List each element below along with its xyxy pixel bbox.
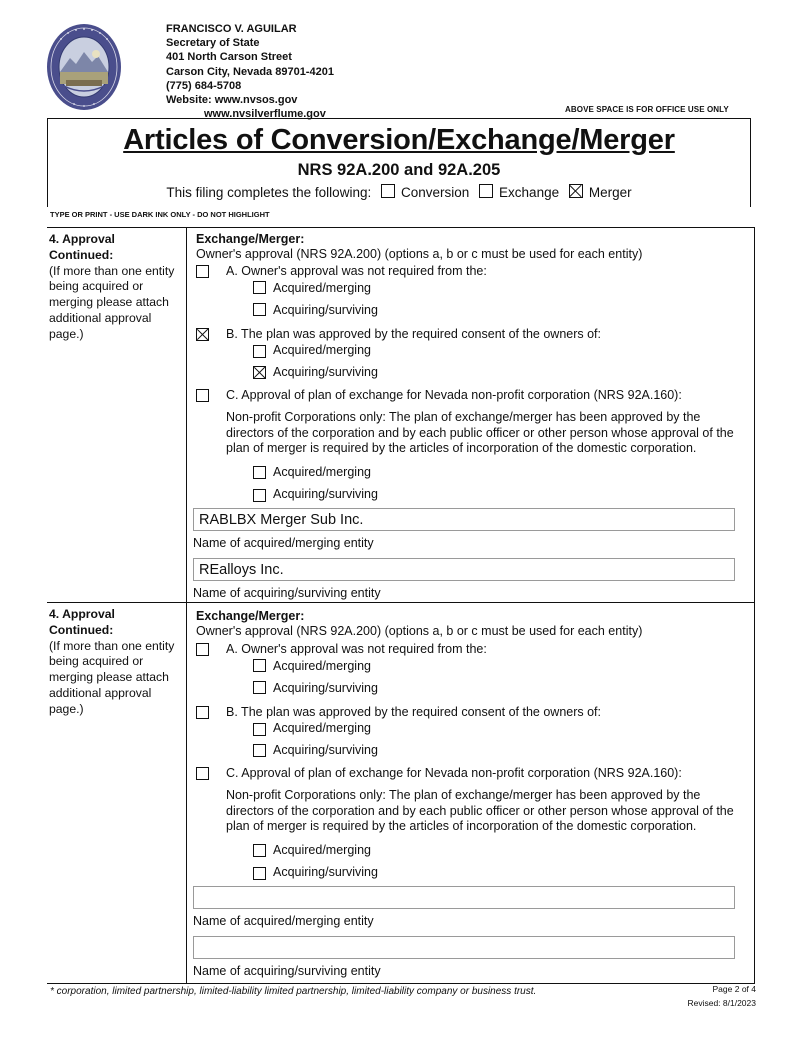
conversion-label: Conversion — [400, 184, 470, 200]
option-b-acquired-checkbox[interactable] — [253, 723, 266, 736]
option-c-acquired-label: Acquired/merging — [273, 465, 371, 479]
section-note-line: being acquired or — [49, 654, 144, 669]
option-c-acquiring-checkbox[interactable] — [253, 489, 266, 502]
section-left-label — [49, 607, 185, 718]
secretary-title: Secretary of State — [166, 37, 260, 50]
option-a-label: A. Owner's approval was not required from the: — [226, 264, 487, 278]
owners-approval-intro: Owner's approval (NRS 92A.200) (options a, b or c must be used for each entity) — [196, 247, 643, 261]
approval-section-1 — [47, 227, 755, 602]
section-title-2: Continued: — [49, 622, 114, 637]
acquired-entity-label: Name of acquired/merging entity — [193, 914, 374, 928]
form-subtitle: NRS 92A.200 and 92A.205 — [297, 161, 501, 179]
exchange-merger-heading: Exchange/Merger: — [196, 232, 305, 246]
office-use-note: ABOVE SPACE IS FOR OFFICE USE ONLY — [565, 105, 729, 114]
section-note-line: additional approval — [49, 310, 152, 325]
exchange-checkbox[interactable] — [479, 184, 493, 198]
column-divider — [186, 228, 187, 602]
acquired-entity-name-field[interactable]: RABLBX Merger Sub Inc. — [193, 508, 735, 531]
option-a-acquired-checkbox[interactable] — [253, 281, 266, 294]
option-b-acquiring-checkbox[interactable] — [253, 366, 266, 379]
option-c-acquired-label: Acquired/merging — [273, 843, 371, 857]
section-left-label — [49, 232, 185, 343]
exchange-merger-heading: Exchange/Merger: — [196, 609, 305, 623]
revision-date: Revised: 8/1/2023 — [687, 998, 756, 1008]
filing-label: This filing completes the following: — [166, 184, 372, 200]
option-a-acquiring-label: Acquiring/surviving — [273, 681, 378, 695]
non-profit-paragraph: Non-profit Corporations only: The plan of exchange/merger has been approved by the directors of the corporation and by each public officer or other person whose approval of the plan of merger is required by the articles of incorporation of the domestic corporation. — [226, 410, 734, 455]
nevada-state-seal-icon — [46, 22, 122, 112]
street-address: 401 North Carson Street — [166, 51, 292, 64]
section-note-line: (If more than one entity — [49, 638, 175, 653]
option-c-checkbox[interactable] — [196, 767, 209, 780]
exchange-label: Exchange — [499, 184, 560, 200]
section-title: 4. Approval — [49, 607, 115, 621]
page-number: Page 2 of 4 — [712, 984, 756, 994]
acquired-entity-label: Name of acquired/merging entity — [193, 536, 374, 550]
merger-checkbox[interactable] — [569, 184, 583, 198]
option-b-acquired-label: Acquired/merging — [273, 721, 371, 735]
option-c-acquiring-checkbox[interactable] — [253, 867, 266, 880]
secretary-name: FRANCISCO V. AGUILAR — [166, 23, 297, 35]
option-a-checkbox[interactable] — [196, 265, 209, 278]
option-a-acquiring-label: Acquiring/surviving — [273, 303, 378, 317]
option-a-label: A. Owner's approval was not required from the: — [226, 642, 487, 656]
option-b-acquiring-checkbox[interactable] — [253, 744, 266, 757]
option-c-label: C. Approval of plan of exchange for Nevada non-profit corporation (NRS 92A.160): — [226, 766, 682, 780]
option-a-acquiring-checkbox[interactable] — [253, 681, 266, 694]
conversion-checkbox[interactable] — [381, 184, 395, 198]
column-divider — [186, 603, 187, 983]
title-box — [47, 118, 751, 207]
website-link-2[interactable]: www.nvsilverflume.gov — [204, 108, 326, 121]
section-note-line: merging please attach — [49, 670, 169, 685]
option-b-acquired-label: Acquired/merging — [273, 343, 371, 357]
section-note-line: page.) — [49, 701, 84, 716]
option-b-checkbox[interactable] — [196, 328, 209, 341]
section-note-line: additional approval — [49, 685, 152, 700]
approval-section-2 — [47, 602, 755, 984]
acquiring-entity-label: Name of acquiring/surviving entity — [193, 586, 381, 600]
website-link[interactable]: Website: www.nvsos.gov — [166, 94, 298, 107]
option-b-acquiring-label: Acquiring/surviving — [273, 743, 378, 757]
owners-approval-intro: Owner's approval (NRS 92A.200) (options a, b or c must be used for each entity) — [196, 624, 643, 638]
filing-type-row — [48, 184, 750, 200]
option-c-acquiring-label: Acquiring/surviving — [273, 865, 378, 879]
section-note-line: merging please attach — [49, 295, 169, 310]
acquiring-entity-label: Name of acquiring/surviving entity — [193, 964, 381, 978]
city-address: Carson City, Nevada 89701-4201 — [166, 65, 334, 78]
non-profit-paragraph: Non-profit Corporations only: The plan of exchange/merger has been approved by the directors of the corporation and by each public officer or other person whose approval of the plan of merger is required by the articles of incorporation of the domestic corporation. — [226, 788, 734, 833]
option-b-label: B. The plan was approved by the required consent of the owners of: — [226, 705, 601, 719]
option-a-acquiring-checkbox[interactable] — [253, 303, 266, 316]
acquired-entity-name-field[interactable] — [193, 886, 735, 909]
option-a-acquired-checkbox[interactable] — [253, 659, 266, 672]
acquiring-entity-name-field[interactable] — [193, 936, 735, 959]
option-c-acquired-checkbox[interactable] — [253, 466, 266, 479]
phone-number: (775) 684-5708 — [166, 79, 242, 92]
footer-entity-note: * corporation, limited partnership, limited-liability limited partnership, limited-liability company or business trust. — [50, 986, 537, 997]
section-title: 4. Approval — [49, 232, 115, 246]
option-c-label: C. Approval of plan of exchange for Nevada non-profit corporation (NRS 92A.160): — [226, 388, 682, 402]
section-note-line: being acquired or — [49, 279, 144, 294]
form-title: Articles of Conversion/Exchange/Merger — [123, 124, 675, 156]
option-c-acquiring-label: Acquiring/surviving — [273, 487, 378, 501]
option-a-acquired-label: Acquired/merging — [273, 281, 371, 295]
option-a-checkbox[interactable] — [196, 643, 209, 656]
option-b-acquired-checkbox[interactable] — [253, 345, 266, 358]
section-title-2: Continued: — [49, 247, 114, 262]
acquiring-entity-name-field[interactable]: REalloys Inc. — [193, 558, 735, 581]
option-a-acquired-label: Acquired/merging — [273, 659, 371, 673]
section-note-line: page.) — [49, 326, 84, 341]
header-address — [166, 22, 334, 121]
option-b-checkbox[interactable] — [196, 706, 209, 719]
option-b-label: B. The plan was approved by the required consent of the owners of: — [226, 327, 601, 341]
option-c-checkbox[interactable] — [196, 389, 209, 402]
option-c-acquired-checkbox[interactable] — [253, 844, 266, 857]
option-b-acquiring-label: Acquiring/surviving — [273, 365, 378, 379]
merger-label: Merger — [588, 184, 632, 200]
section-note-line: (If more than one entity — [49, 263, 175, 278]
ink-instructions: TYPE OR PRINT - USE DARK INK ONLY - DO NOT HIGHLIGHT — [50, 210, 270, 219]
